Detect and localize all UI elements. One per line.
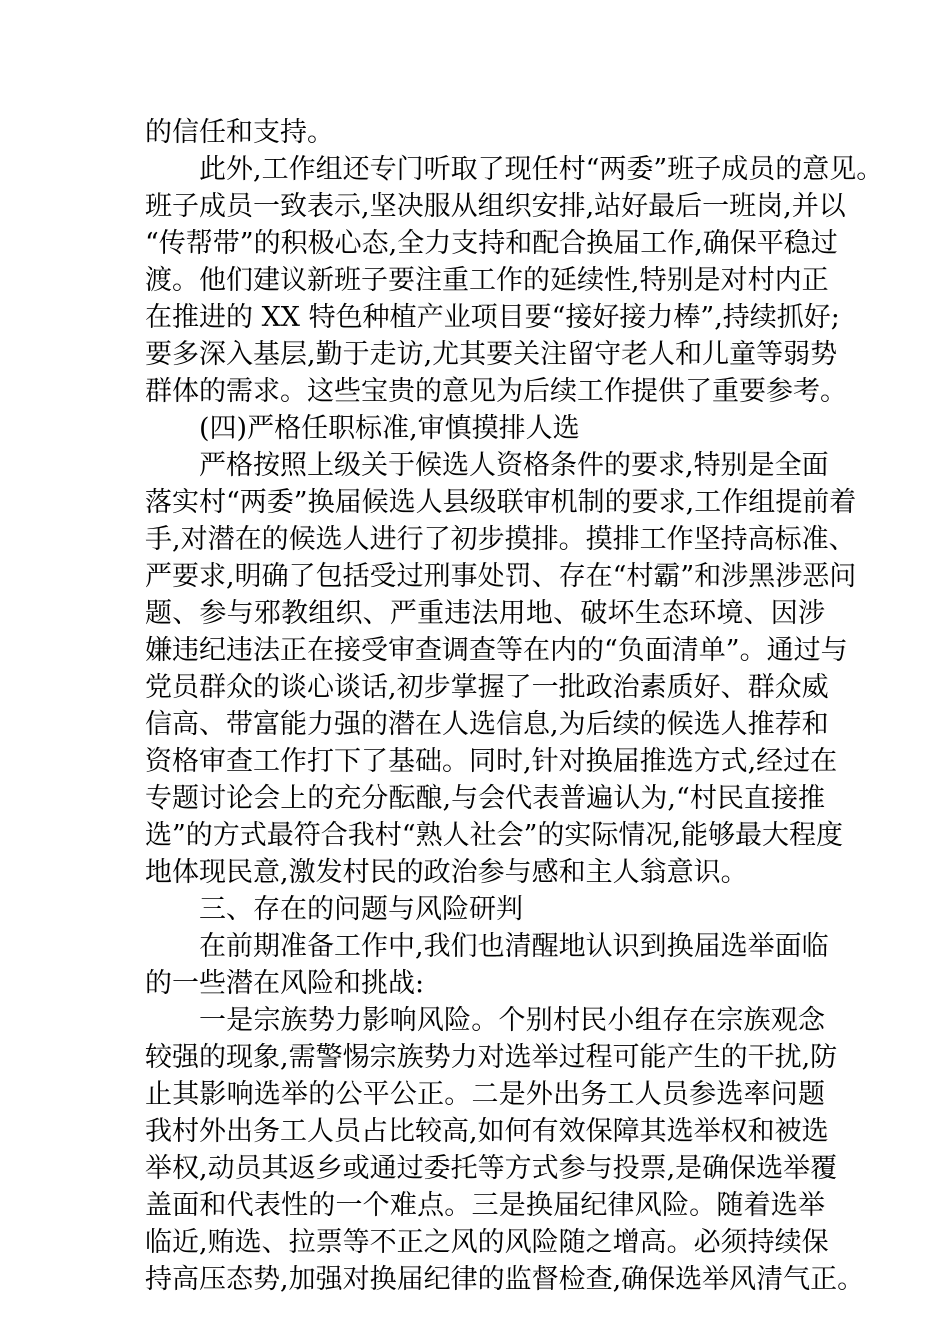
text-line: 班子成员一致表示,坚决服从组织安排,站好最后一班岗,并以 [145, 191, 846, 222]
text-line: 较强的现象,需警惕宗族势力对选举过程可能产生的干扰,防 [145, 1042, 838, 1073]
text-line: 信高、带富能力强的潜在人选信息,为后续的候选人推荐和 [145, 709, 829, 740]
text-line: 专题讨论会上的充分酝酿,与会代表普遍认为,“村民直接推 [145, 783, 825, 814]
document-page [145, 114, 884, 1298]
text-line: 持高压态势,加强对换届纪律的监督检查,确保选举风清气正。 [145, 1264, 865, 1295]
text-line: 题、参与邪教组织、严重违法用地、破坏生态环境、因涉 [145, 598, 825, 629]
text-line: 的信任和支持。 [145, 117, 334, 148]
text-line: 举权,动员其返乡或通过委托等方式参与投票,是确保选举覆 [145, 1153, 838, 1184]
text-line: 盖面和代表性的一个难点。三是换届纪律风险。随着选举 [145, 1190, 825, 1221]
text-line: 党员群众的谈心谈话,初步掌握了一批政治素质好、群众威 [145, 672, 829, 703]
text-line: 地体现民意,激发村民的政治参与感和主人翁意识。 [145, 857, 748, 888]
text-line: 在推进的 XX 特色种植产业项目要“接好接力棒”,持续抓好; [145, 302, 840, 333]
text-line: 选”的方式最符合我村“熟人社会”的实际情况,能够最大程度 [145, 820, 843, 851]
text-line: 资格审查工作打下了基础。同时,针对换届推选方式,经过在 [145, 746, 838, 777]
section-heading: (四)严格任职标准,审慎摸排人选 [199, 413, 580, 444]
text-line: “传帮带”的积极心态,全力支持和配合换届工作,确保平稳过 [145, 228, 838, 259]
text-line: 群体的需求。这些宝贵的意见为后续工作提供了重要参考。 [145, 376, 847, 407]
paragraph-first-line: 一是宗族势力影响风险。个别村民小组存在宗族观念 [199, 1005, 825, 1036]
paragraph-first-line: 此外,工作组还专门听取了现任村“两委”班子成员的意见。 [199, 154, 884, 185]
text-line: 的一些潜在风险和挑战: [145, 968, 425, 999]
text-line: 我村外出务工人员占比较高,如何有效保障其选举权和被选 [145, 1116, 829, 1147]
text-line: 渡。他们建议新班子要注重工作的延续性,特别是对村内正 [145, 265, 829, 296]
text-line: 落实村“两委”换届候选人县级联审机制的要求,工作组提前着 [145, 487, 857, 518]
text-line: 止其影响选举的公平公正。二是外出务工人员参选率问题 [145, 1079, 825, 1110]
text-line: 嫌违纪违法正在接受审查调查等在内的“负面清单”。通过与 [145, 635, 848, 666]
paragraph-first-line: 严格按照上级关于候选人资格条件的要求,特别是全面 [199, 450, 829, 481]
text-line: 手,对潜在的候选人进行了初步摸排。摸排工作坚持高标准、 [145, 524, 856, 555]
text-line: 临近,贿选、拉票等不正之风的风险随之增高。必须持续保 [145, 1227, 829, 1258]
text-line: 要多深入基层,勤于走访,尤其要关注留守老人和儿童等弱势 [145, 339, 838, 370]
paragraph-first-line: 在前期准备工作中,我们也清醒地认识到换届选举面临 [199, 931, 829, 962]
section-heading: 三、存在的问题与风险研判 [199, 894, 523, 925]
text-line: 严要求,明确了包括受过刑事处罚、存在“村霸”和涉黑涉恶问 [145, 561, 857, 592]
